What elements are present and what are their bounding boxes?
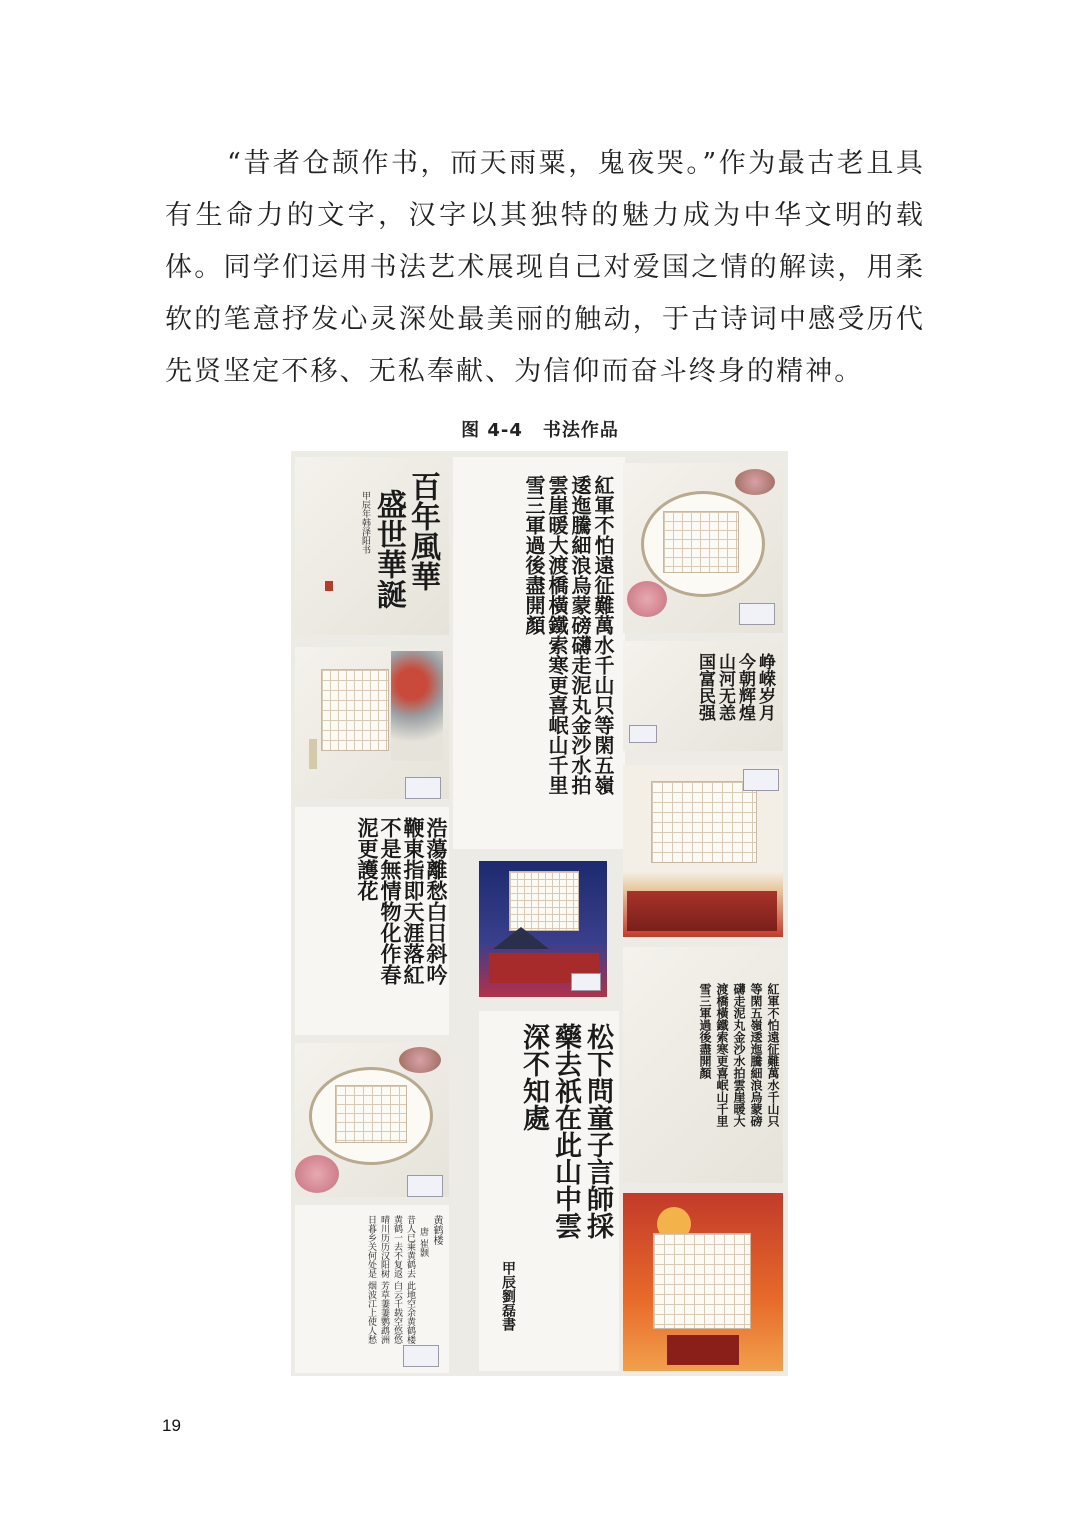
- work-2-column: 逶迤騰細浪烏蒙磅礴走泥丸金沙水拍: [568, 475, 592, 795]
- palace-silhouette: [627, 891, 777, 931]
- work-10-column: 松下問童子言師採: [582, 1023, 613, 1239]
- label-card: [405, 777, 441, 799]
- work-12-column: 黄鹤一去不复返 白云千载空悠悠: [392, 1215, 402, 1344]
- work-12-column: 昔人已乘黄鹤去 此地空余黄鹤楼: [405, 1215, 415, 1344]
- label-card: [629, 725, 657, 743]
- calligraphy-work-1: [295, 457, 449, 635]
- work-9-column: 礴走泥丸金沙水拍雲崖暖大: [732, 983, 746, 1127]
- page-number: 19: [162, 1416, 181, 1435]
- temple-roof: [493, 927, 549, 949]
- work-7-column: 浩蕩離愁白日斜吟: [424, 817, 449, 985]
- pavilion-painting: [391, 651, 443, 761]
- work-12-author: 唐 崔颢: [418, 1227, 428, 1257]
- work-12-column: 晴川历历汉阳树 芳草萋萋鹦鹉洲: [379, 1215, 389, 1344]
- label-card: [403, 1345, 439, 1367]
- figure-title: 书法作品: [542, 420, 619, 441]
- calligraphy-work-8: [479, 861, 607, 997]
- work-9-column: 渡橋橫鐵索寒更喜岷山千里: [715, 983, 729, 1127]
- flower-decoration: [627, 581, 667, 617]
- work-5-column: 峥嵘岁月: [755, 653, 775, 721]
- grid-paper: [663, 511, 739, 573]
- flower-decoration: [399, 1047, 441, 1073]
- calligraphy-work-9: [623, 947, 783, 1183]
- text-grid: [321, 669, 389, 751]
- calligraphy-work-4: [295, 647, 449, 799]
- work-7-column: 鞭東指即天涯落紅: [401, 817, 426, 985]
- work-9-column: 紅軍不怕遠征難萬水千山只: [766, 983, 780, 1127]
- work-5-column: 国富民强: [695, 653, 715, 721]
- calligraphy-work-2: [453, 457, 625, 849]
- figure-number: 图 4-4: [461, 420, 523, 441]
- work-10-column: 藥去祇在此山中雲: [550, 1023, 581, 1239]
- work-9-column: 等閑五嶺逶迤騰細浪烏蒙磅: [749, 983, 763, 1127]
- grid-paper: [651, 781, 757, 863]
- grid-paper: [653, 1233, 751, 1329]
- label-card: [743, 769, 779, 791]
- calligraphy-work-11: [295, 1043, 449, 1197]
- body-paragraph: “昔者仓颉作书，而天雨粟，鬼夜哭。”作为最古老且具有生命力的文字，汉字以其独特的魅力成为中华文明的载体。同学们运用书法艺术展现自己对爱国之情的解读，用柔软的笔意抒发心灵深处最美丽的触动，于古诗词中感受历代先贤坚定不移、无私奉献、为信仰而奋斗终身的精神。: [165, 148, 925, 387]
- work-5-column: 今朝辉煌: [735, 653, 755, 721]
- label-card: [739, 603, 775, 625]
- work-12-title: 黄鹤楼: [431, 1215, 442, 1245]
- work-5-column: 山河无恙: [715, 653, 735, 721]
- grid-paper: [509, 871, 579, 931]
- gate-silhouette: [667, 1335, 739, 1365]
- work-10-signature: 甲辰劉磊書: [500, 1261, 516, 1331]
- calligraphy-work-10: [479, 1011, 619, 1371]
- calligraphy-work-13: [623, 1193, 783, 1371]
- scroll-label: [309, 739, 317, 769]
- calligraphy-work-12: [295, 1205, 449, 1373]
- figure-caption: [0, 416, 1080, 442]
- work-1-column: 百年風華: [405, 471, 440, 591]
- work-7-column: 泥更護花: [355, 817, 380, 901]
- calligraphy-collage: [291, 451, 788, 1376]
- flower-decoration: [295, 1155, 339, 1193]
- calligraphy-work-7: [295, 807, 449, 1035]
- grid-paper: [335, 1085, 407, 1143]
- work-9-column: 雪三軍過後盡開顏: [698, 983, 712, 1079]
- label-card: [407, 1175, 443, 1197]
- calligraphy-work-5: [623, 641, 783, 751]
- work-7-column: 不是無情物化作春: [378, 817, 403, 985]
- calligraphy-work-6: [623, 765, 783, 937]
- work-1-column: 盛世華誕: [371, 489, 406, 609]
- work-2-column: 雲崖暖大渡橋橫鐵索寒更喜岷山千里: [545, 475, 569, 795]
- seal-stamp: [325, 581, 333, 591]
- label-card: [571, 973, 601, 991]
- flower-decoration: [735, 469, 775, 495]
- work-10-column: 深不知處: [518, 1023, 549, 1131]
- work-2-column: 紅軍不怕遠征難萬水千山只等閑五嶺: [591, 475, 615, 795]
- calligraphy-work-3: [623, 463, 783, 633]
- work-1-signature: 甲辰年韩泽阳书: [360, 491, 370, 554]
- work-2-column: 雪三軍過後盡開顏: [522, 475, 546, 635]
- work-12-column: 日暮乡关何处是 烟波江上使人愁: [366, 1215, 376, 1344]
